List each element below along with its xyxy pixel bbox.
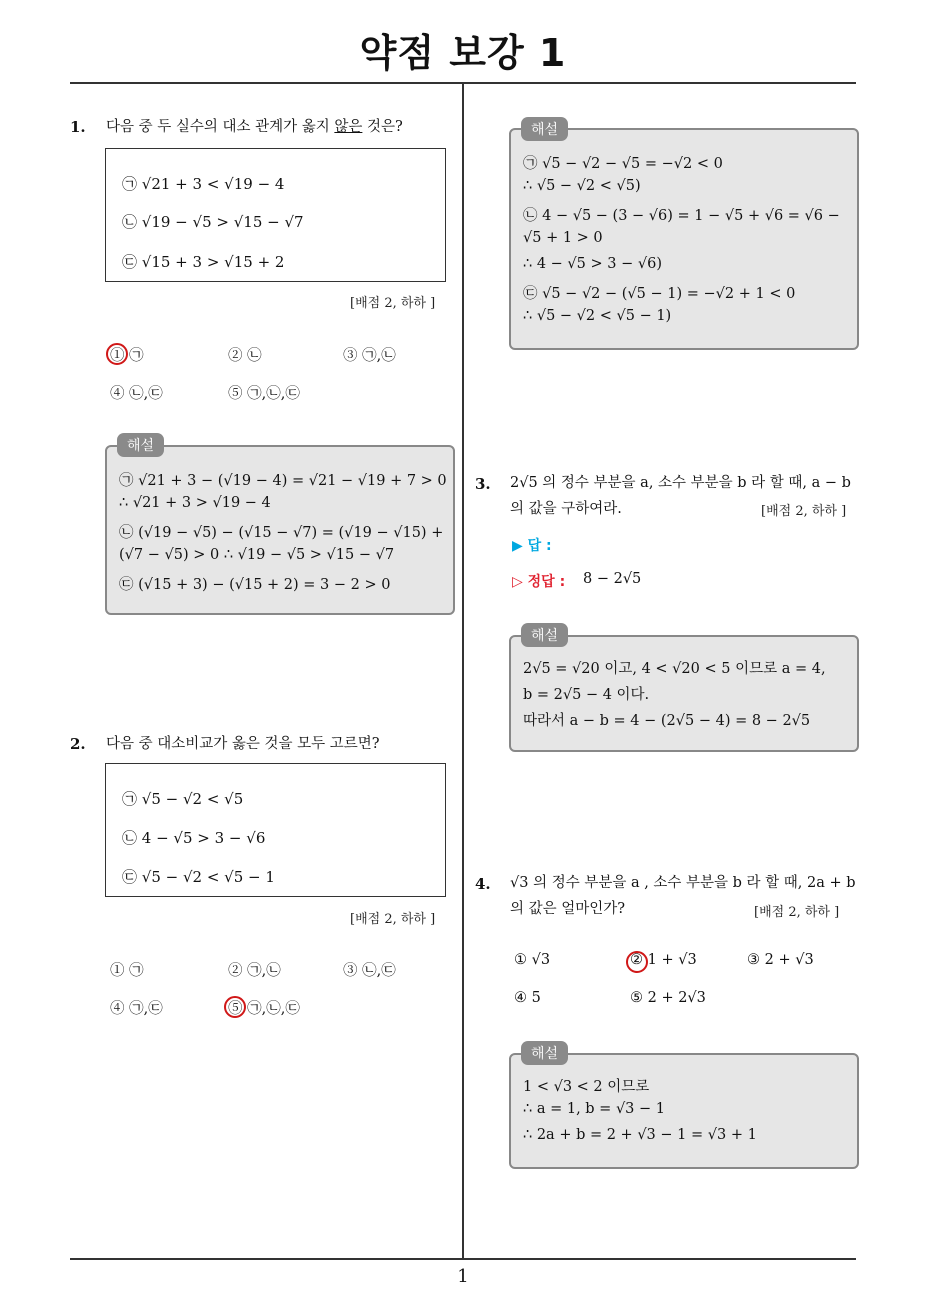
q1-items-box [105,148,446,282]
q2-solution-line: ㉠ √5 − √2 − √5 = −√2 < 0 [523,156,723,172]
q3-number: 3. [475,475,491,493]
q4-choice-4[interactable]: ④ 5 [514,990,541,1006]
q4-solution-line: ∴ a = 1, b = √3 − 1 [523,1101,665,1117]
q3-score: [배점 2, 하하 ] [761,504,847,519]
q2-choice-1[interactable]: ① ㉠ [110,963,144,979]
q1-solution-line: ㉢ (√15 + 3) − (√15 + 2) = 3 − 2 > 0 [119,577,391,593]
q1-number: 1. [70,118,86,136]
q2-choice-2[interactable]: ② ㉠,㉡ [228,963,281,979]
q1-choice-3[interactable]: ③ ㉠,㉡ [343,348,396,364]
q3-solution-box [509,635,859,752]
q2-solution-line: ∴ 4 − √5 > 3 − √6) [523,256,662,272]
q4-number: 4. [475,875,491,893]
q3-solution-line: b = 2√5 − 4 이다. [523,687,650,703]
page-title: 약점 보강 1 [359,31,567,75]
column-divider [462,83,464,1258]
q1-solution-box [105,445,455,615]
q4-choice-3[interactable]: ③ 2 + √3 [747,952,814,968]
q1-choice-5[interactable]: ⑤ ㉠,㉡,㉢ [228,386,300,402]
q1-solution-line: ∴ √21 + 3 > √19 − 4 [119,495,271,511]
q2-text: 다음 중 대소비교가 옳은 것을 모두 고르면? [106,736,380,752]
q1-underlined: 않은 [334,119,363,135]
q3-correct-value: 8 − 2√5 [583,571,642,587]
q1-item-3: ㉢ √15 + 3 > √15 + 2 [122,253,285,271]
q1-solution-line: (√7 − √5) > 0 ∴ √19 − √5 > √15 − √7 [119,547,395,563]
q2-solution-label: 해설 [521,117,568,141]
q1-solution-line: ㉡ (√19 − √5) − (√15 − √7) = (√19 − √15) + [119,525,444,541]
q1-item-2: ㉡ √19 − √5 > √15 − √7 [122,213,304,231]
q4-choice-1[interactable]: ① √3 [514,952,551,968]
q2-solution-box [509,128,859,350]
footer-divider [70,1258,856,1260]
q2-choice-5[interactable]: ⑤ ㉠,㉡,㉢ [228,1001,300,1017]
q4-solution-label: 해설 [521,1041,568,1065]
q2-solution-line: ㉡ 4 − √5 − (3 − √6) = 1 − √5 + √6 = √6 − [523,208,840,224]
q2-item-1: ㉠ √5 − √2 < √5 [122,790,244,808]
q3-solution-line: 따라서 a − b = 4 − (2√5 − 4) = 8 − 2√5 [523,713,811,729]
q2-score: [배점 2, 하하 ] [350,912,436,927]
q4-solution-line: ∴ 2a + b = 2 + √3 − 1 = √3 + 1 [523,1127,757,1143]
q3-solution-line: 2√5 = √20 이고, 4 < √20 < 5 이므로 a = 4, [523,661,826,677]
q1-text: 다음 중 두 실수의 대소 관계가 옳지 않은 것은? [106,119,403,135]
q2-solution-line: ㉢ √5 − √2 − (√5 − 1) = −√2 + 1 < 0 [523,286,796,302]
q4-solution-box [509,1053,859,1169]
q1-solution-label: 해설 [117,433,164,457]
q2-number: 2. [70,735,86,753]
q3-text-line2: 의 값을 구하여라. [510,501,622,517]
q4-solution-line: 1 < √3 < 2 이므로 [523,1079,650,1095]
q3-correct-label: ▷ 정답 : [512,574,566,590]
q2-solution-line: √5 + 1 > 0 [523,230,603,246]
q1-choice-1[interactable]: ① ㉠ [110,348,144,364]
q4-score: [배점 2, 하하 ] [754,905,840,920]
q4-choice-5[interactable]: ⑤ 2 + 2√3 [630,990,706,1006]
q1-score: [배점 2, 하하 ] [350,296,436,311]
q4-text-line1: √3 의 정수 부분을 a , 소수 부분을 b 라 할 때, 2a + b [510,875,856,891]
q2-solution-line: ∴ √5 − √2 < √5 − 1) [523,308,672,324]
q1-solution-line: ㉠ √21 + 3 − (√19 − 4) = √21 − √19 + 7 > 0 [119,473,447,489]
q2-items-box [105,763,446,897]
q2-item-3: ㉢ √5 − √2 < √5 − 1 [122,868,275,886]
q2-item-2: ㉡ 4 − √5 > 3 − √6 [122,829,266,847]
page-number: 1 [457,1266,469,1287]
q3-answer-label: ▶ 답 : [512,538,552,554]
q1-choice-4[interactable]: ④ ㉡,㉢ [110,386,163,402]
q4-text-line2: 의 값은 얼마인가? [510,901,626,917]
q2-choice-4[interactable]: ④ ㉠,㉢ [110,1001,163,1017]
q1-choice-2[interactable]: ② ㉡ [228,348,262,364]
q2-choice-3[interactable]: ③ ㉡,㉢ [343,963,396,979]
q1-item-1: ㉠ √21 + 3 < √19 − 4 [122,175,285,193]
q4-choice-2[interactable]: ② 1 + √3 [630,952,697,968]
q3-text-line1: 2√5 의 정수 부분을 a, 소수 부분을 b 라 할 때, a − b [510,475,851,491]
q2-solution-line: ∴ √5 − √2 < √5) [523,178,641,194]
q3-solution-label: 해설 [521,623,568,647]
